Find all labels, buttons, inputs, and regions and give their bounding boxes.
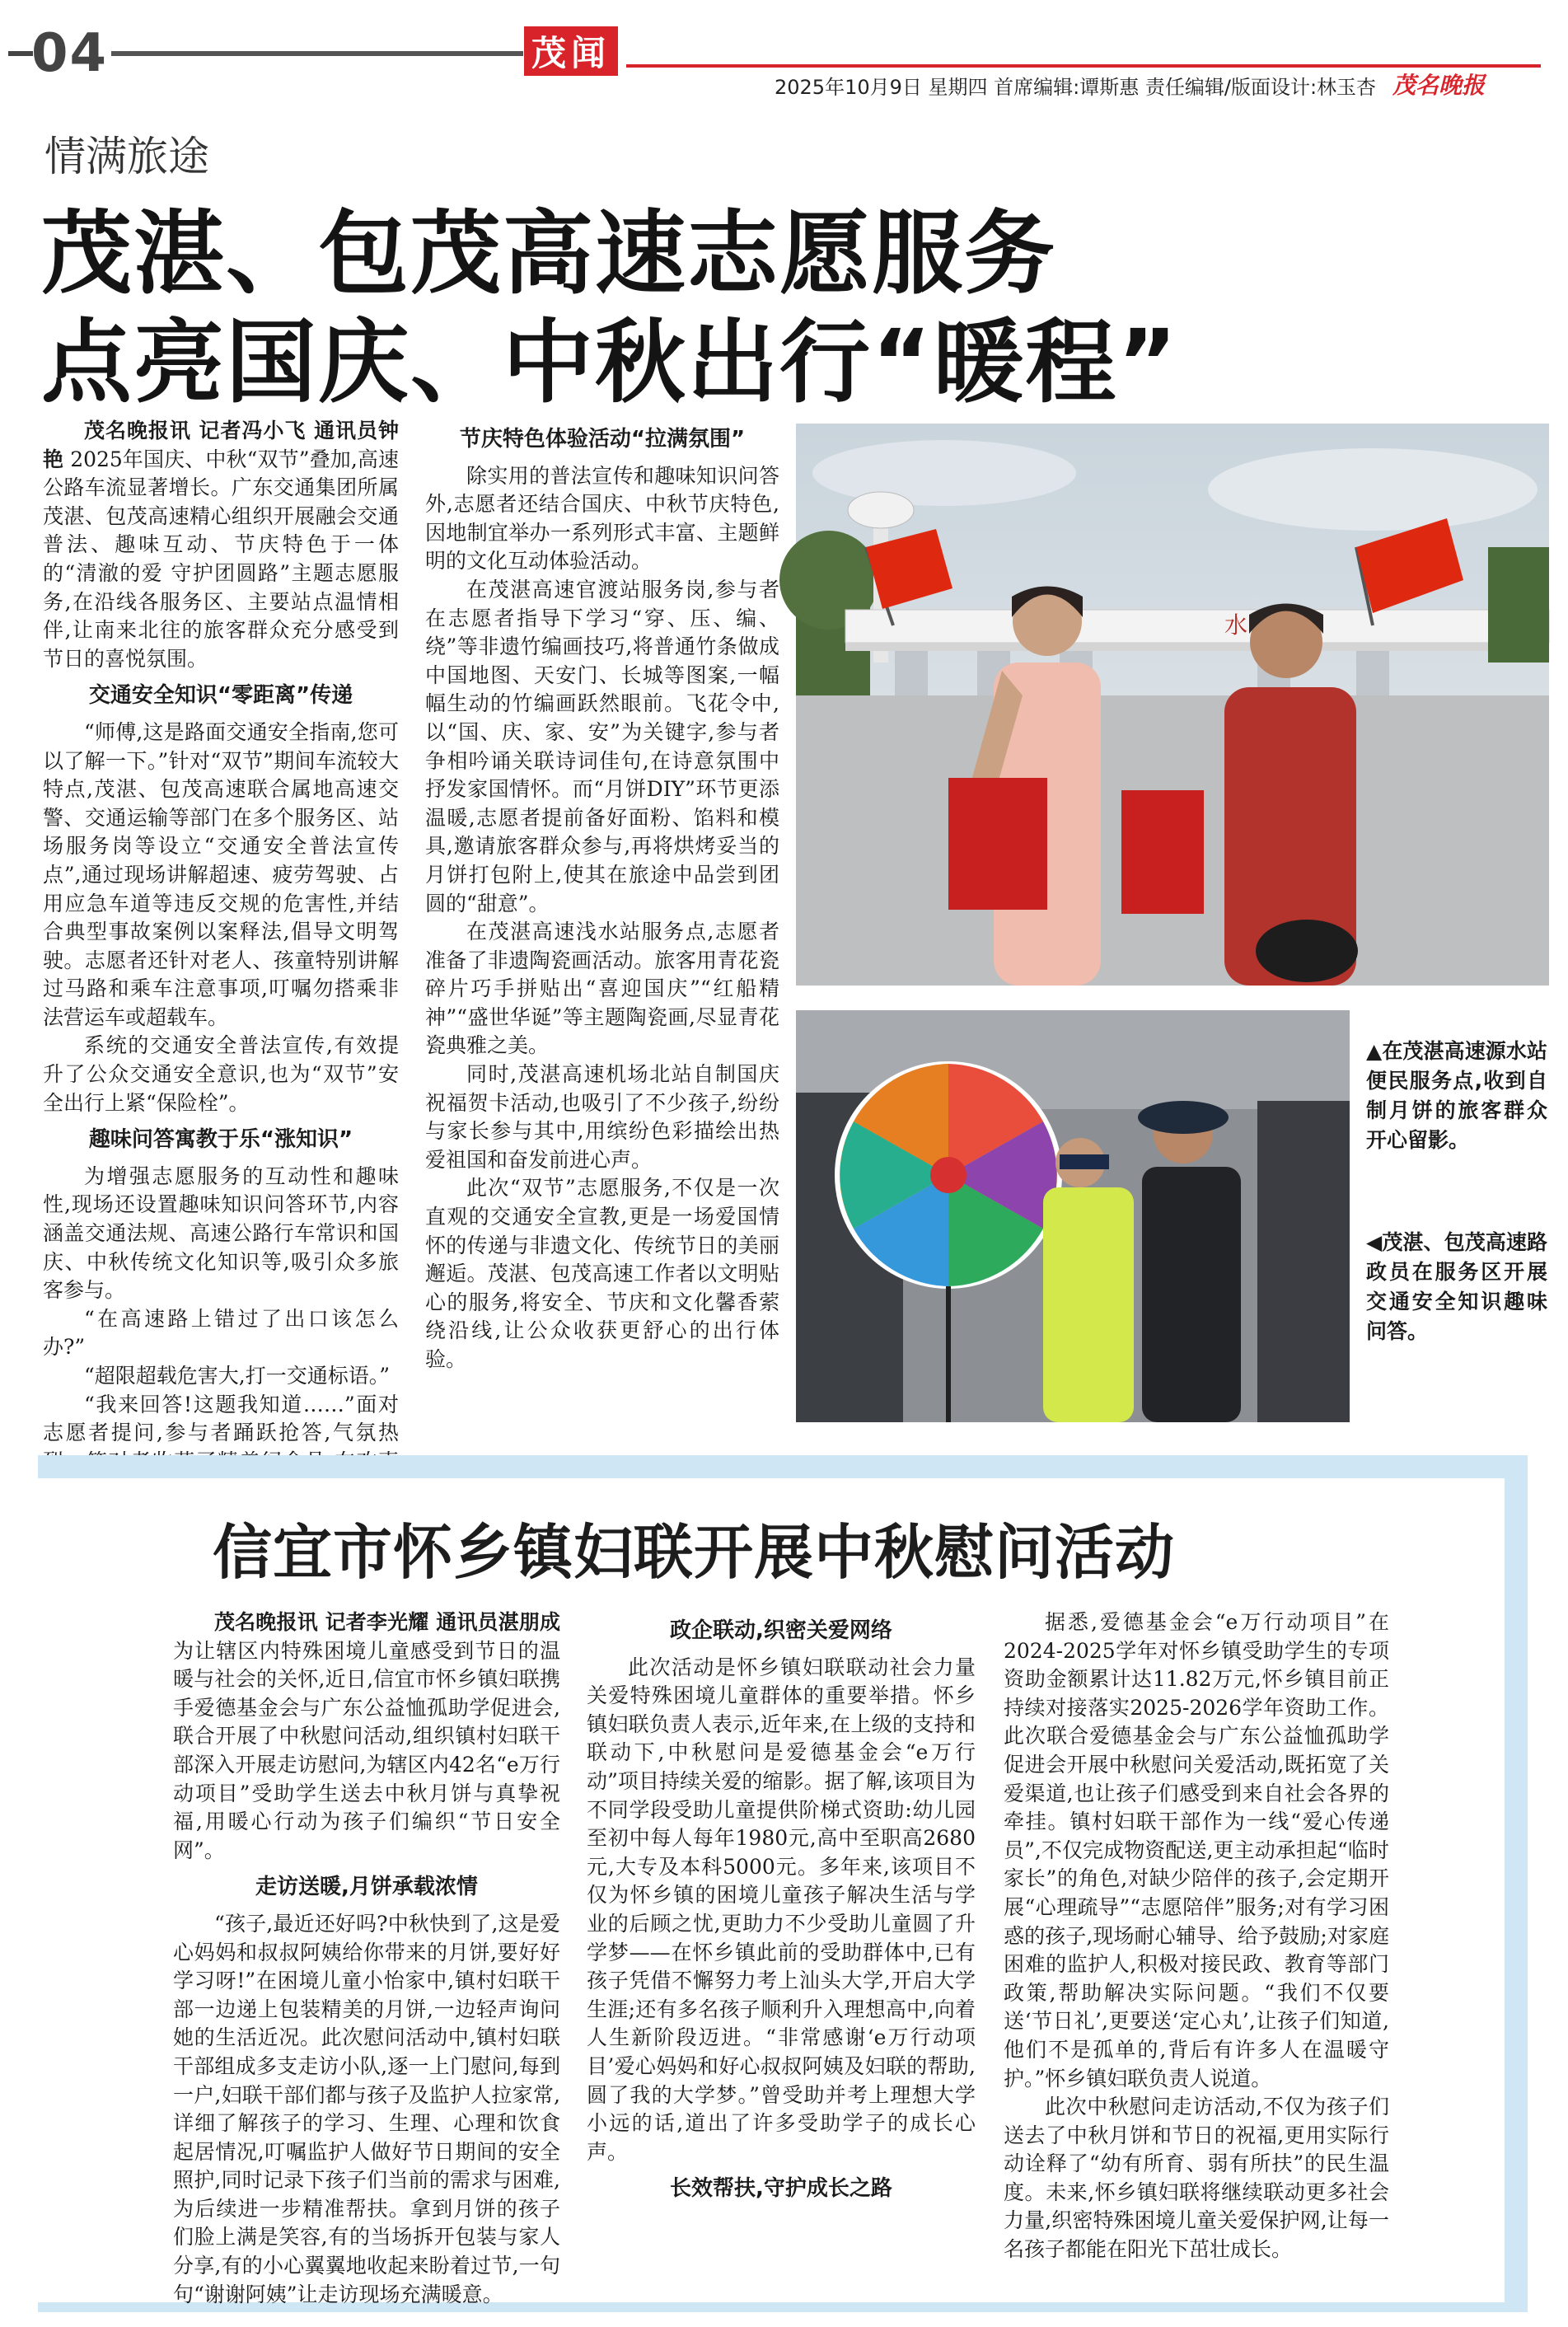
toll-sign-char-2: 水 [1224,611,1248,639]
article1-headline-line1: 茂湛、包茂高速志愿服务 [41,201,1056,307]
photo-toll-station-travelers [796,424,1549,986]
article2-column-2 [587,1608,976,2301]
article2-paragraph: “孩子,最近还好吗?中秋快到了,这是爱心妈妈和叔叔阿姨给你带来的月饼,要好好学习呀!”在困境儿童小怡家中,镇村妇联干部一边递上包装精美的月饼,一边轻声询问她的生活近况。此次慰问活动中,镇村妇联干部组成多支走访小队,逐一上门慰问,每到一户,妇联干部们都与孩子及监护人拉家常,详细了解孩子的学习、生理、心理和饮食起居情况,叮嘱监护人做好节日期间的安全照护,同时记录下孩子们当前的需求与困难,为后续进一步精准帮扶。拿到月饼的孩子们脸上满是笑容,有的当场拆开包装与家人分享,有的小心翼翼地收起来盼着过节,一句句“谢谢阿姨”让走访现场充满暖意。 [173,1911,560,2306]
article2-column-3 [1004,1608,1389,2301]
gift-bag-icon [948,778,1047,910]
article1-paragraph: “师傅,这是路面交通安全指南,您可以了解一下。”针对“双节”期间车流较大特点,茂湛、包茂高速联合属地高速交警、交通运输等部门在多个服务区、站场服务岗等设立“交通安全普法宣传点”,通过现场讲解超速、疲劳驾驶、占用应急车道等违反交规的危害性,并结合典型事故案例以案释法,倡导文明驾驶。志愿者还针对老人、孩童特别讲解过马路和乘车注意事项,叮嘱勿搭乘非法营运车或超载车。 [43,719,399,1029]
article1-paragraph: “在高速路上错过了出口该怎么办?” [43,1306,399,1360]
article2-column-1 [173,1608,560,2306]
article2-headline: 信宜市怀乡镇妇联开展中秋慰问活动 [213,1518,1176,1587]
photo1-caption: ▲在茂湛高速源水站便民服务点,收到自制月饼的旅客群众开心留影。 [1366,1039,1547,1152]
article1-subhead-1: 交通安全知识“零距离”传递 [88,683,353,709]
article1-paragraph: 系统的交通安全普法宣传,有效提升了公众交通安全意识,也为“双节”安全出行上紧“保险栓”。 [43,1033,399,1115]
article1-paragraph: 在茂湛高速官渡站服务岗,参与者在志愿者指导下学习“穿、压、编、绕”等非遗竹编画技巧,将普通竹条做成中国地图、天安门、长城等图案,一幅幅生动的竹编画跃然眼前。飞花令中,以“国、庆、家、安”为关键字,参与者争相吟诵关联诗词佳句,在诗意氛围中抒发家国情怀。而“月饼DIY”环节更添温暖,志愿者提前备好面粉、馅料和模具,邀请旅客群众参与,再将烘烤妥当的月饼打包附上,使其在旅途中品尝到团圆的“甜意”。 [425,577,779,915]
article1-byline: 茂名晚报讯 记者冯小飞 通讯员钟艳 [43,419,399,471]
article1-paragraph: “我来回答!这题我知道……”面对志愿者提问,参与者踊跃抢答,气氛热 [43,1392,399,1445]
article1-paragraph: 除实用的普法宣传和趣味知识问答外,志愿者还结合国庆、中秋节庆特色,因地制宜举办一系列形式丰富、主题鲜明的文化互动体验活动。 [425,463,779,574]
article2-subhead-2: 政企联动,织密关爱网络 [670,1618,892,1643]
photo-quiz-wheel-illustration [796,1010,1350,1422]
article1-paragraph: 为增强志愿服务的互动性和趣味性,现场还设置趣味知识问答环节,内容涵盖交通法规、高速公路行车常识和国庆、中秋传统文化知识等,吸引众多旅客参与。 [43,1164,399,1303]
photo-quiz-wheel [796,1010,1350,1422]
article1-paragraph: 此次“双节”志愿服务,不仅是一次直观的交通安全宣教,更是一场爱国情怀的传递与非遗文化、传统节日的美丽邂逅。茂湛、包茂高速工作者以文明贴心的服务,将安全、节庆和文化馨香萦绕沿线,让公众收获更舒心的出行体验。 [425,1176,779,1371]
article2-byline: 茂名晚报讯 记者李光耀 通讯员湛朋成 [214,1610,560,1634]
article1-lead [43,417,399,673]
article2-paragraph: 此次中秋慰问走访活动,不仅为孩子们送去了中秋月饼和节日的祝福,更用实际行动诠释了“幼有所育、弱有所扶”的民生温度。未来,怀乡镇妇联将继续联动更多社会力量,织密特殊困境儿童关爱保护网,让每一名孩子都能在阳光下茁壮成长。 [1004,2095,1389,2262]
article1-subhead-2: 趣味问答寓教于乐“涨知识” [88,1127,353,1153]
photo2-caption: ◀茂湛、包茂高速路政员在服务区开展交通安全知识趣味问答。 [1366,1230,1547,1343]
section-badge: 茂闻 [524,26,618,76]
article1-paragraph: 同时,茂湛高速机场北站自制国庆祝福贺卡活动,也吸引了不少孩子,纷纷与家长参与其中,用缤纷色彩描绘出热爱祖国和奋发前进心声。 [425,1062,779,1172]
dateline: 2025年10月9日 星期四 首席编辑:谭斯惠 责任编辑/版面设计:林玉杏 [775,76,1377,99]
header-rule [111,51,523,56]
article1-paragraph: “超限超载危害大,打一交通标语。” [84,1364,391,1388]
article2-paragraph: 据悉,爱德基金会“e万行动项目”在2024-2025学年对怀乡镇受助学生的专项资助金额累计达11.82万元,怀乡镇目前正持续对接落实2025-2026学年资助工作。此次联合爱德基金会与广东公益恤孤助学促进会开展中秋慰问关爱活动,既拓宽了关爱渠道,也让孩子们感受到来自社会各界的牵挂。镇村妇联干部作为一线“爱心传递员”,不仅完成物资配送,更主动承担起“临时家长”的角色,对缺少陪伴的孩子,会定期开展“心理疏导”“志愿陪伴”服务;对有学习困惑的孩子,现场耐心辅导、给予鼓励;对家庭困难的监护人,积极对接民政、教育等部门政策,帮助解决实际问题。“我们不仅要送‘节日礼’,更要送‘定心丸’,让孩子们知道,他们不是孤单的,背后有许多人在温暖守护。”怀乡镇妇联负责人说道。 [1004,1610,1389,2091]
article1-kicker: 情满旅途 [44,133,209,180]
article1-headline-line2: 点亮国庆、中秋出行“暖程” [41,310,1179,415]
photo-toll-station-illustration [796,424,1549,986]
article2-subhead-3: 长效帮扶,守护成长之路 [670,2176,892,2202]
page-number-dash [8,51,33,56]
article1-column-2 [425,417,779,1430]
article1-subhead-3: 节庆特色体验活动“拉满氛围” [459,427,746,452]
article2-lead-text: 为让辖区内特殊困境儿童感受到节日的温暖与社会的关怀,近日,信宜市怀乡镇妇联携手爱德基金会与广东公益恤孤助学促进会,联合开展了中秋慰问活动,组织镇村妇联干部深入开展走访慰问,为辖区内42名“e万行动项目”受助学生送去中秋月饼与真挚祝福,用暖心行动为孩子们编织“节日安全网”。 [173,1638,560,1862]
article2-subhead-1: 走访送暖,月饼承载浓情 [255,1875,478,1900]
page-number: 04 [31,23,109,84]
article2-paragraph: 此次活动是怀乡镇妇联联动社会力量关爱特殊困境儿童群体的重要举措。怀乡镇妇联负责人表示,近年来,在上级的支持和联动下,中秋慰问是爱德基金会“e万行动”项目持续关爱的缩影。据了解,该项目为不同学段受助儿童提供阶梯式资助:幼儿园至初中每人每年1980元,高中至职高2680元,大专及本科5000元。多年来,该项目不仅为怀乡镇的困境儿童孩子解决生活与学业的后顾之忧,更助力不少受助儿童圆了升学梦——在怀乡镇此前的受助群体中,已有孩子凭借不懈努力考上汕头大学,开启大学生涯;还有多名孩子顺利升入理想高中,向着人生新阶段迈进。“非常感谢‘e万行动项目’爱心妈妈和好心叔叔阿姨及妇联的帮助,圆了我的大学梦。”曾受助并考上理想大学小远的话,道出了许多受助学子的成长心声。 [587,1655,976,2164]
article2-lead [173,1608,560,1865]
article1-paragraph: 在茂湛高速浅水站服务点,志愿者准备了非遗陶瓷画活动。旅客用青花瓷碎片巧手拼贴出“喜迎国庆”“红船精神”“盛世华诞”等主题陶瓷画,尽显青花瓷典雅之美。 [425,920,779,1058]
paper-logo: 茂名晚报 [1392,72,1486,99]
article1-column-1 [43,417,399,1445]
article1-lead-text: 2025年国庆、中秋“双节”叠加,高速公路车流显著增长。广东交通集团所属茂湛、包茂高速精心组织开展融会交通普法、趣味互动、节庆特色于一体的“清澈的爱 守护团圆路”主题志愿服务,在沿线各服务区、主要站点温情相伴,让南来北往的旅客群众充分感受到节日的喜悦氛围。 [43,447,399,671]
